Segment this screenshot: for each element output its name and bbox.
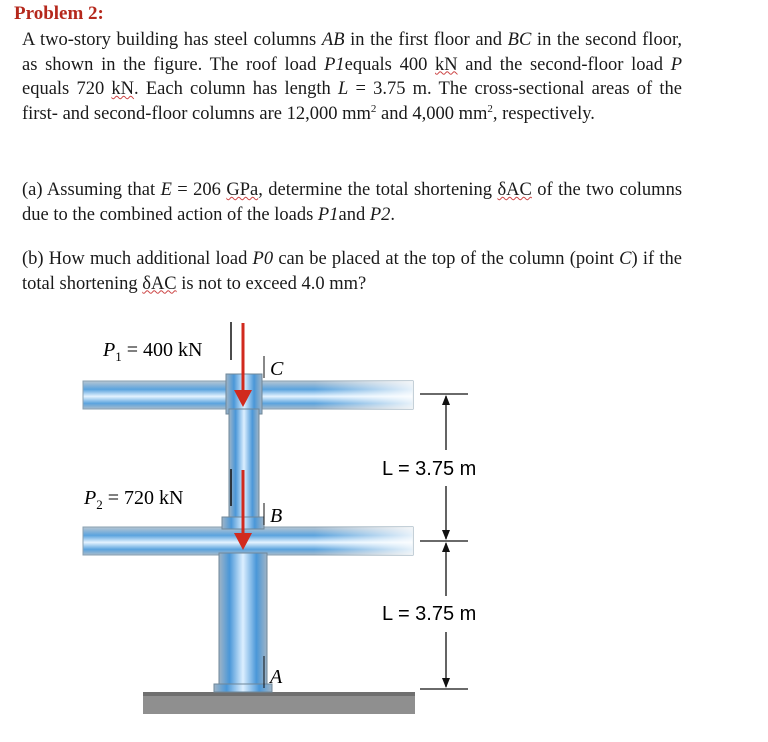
load-p1-label: $P_1 = 400$ kN (103, 339, 203, 364)
dimension-lines (420, 394, 468, 689)
floor-beam (83, 527, 413, 555)
dimension-upper-label: L = 3.75 m (382, 458, 477, 480)
column-ab (214, 553, 272, 692)
point-b-label: B (270, 505, 283, 527)
problem-title: Problem 2: (14, 3, 104, 24)
load-p2-label: $P_2 = 720$ kN (84, 487, 184, 512)
dimension-lower-label: L = 3.75 m (382, 603, 477, 625)
problem-statement: A two-story building has steel columns AB in the first floor and BC in the second floor, as shown in the figure. The roof load P1equals 400 kN and the second-floor load P equals 720 kN. Each column has length L = 3.75 m. The cross-sectional areas of the first- and second-floor columns are 12,000 $mm^2$ and 4,000 $mm^2$, respectively. (22, 30, 682, 124)
point-c-label: C (270, 358, 284, 380)
question-b: (b) How much additional load P0 can be placed at the top of the column (point C) if the total shortening δAC is not to exceed 4.0 mm? (22, 249, 682, 294)
load-arrow-p1 (234, 323, 252, 407)
question-a: (a) Assuming that E = 206 GPa, determine the total shortening δAC of the two columns due to the combined action of the loads P1and P2. (22, 180, 683, 225)
point-a-label: A (270, 666, 283, 688)
